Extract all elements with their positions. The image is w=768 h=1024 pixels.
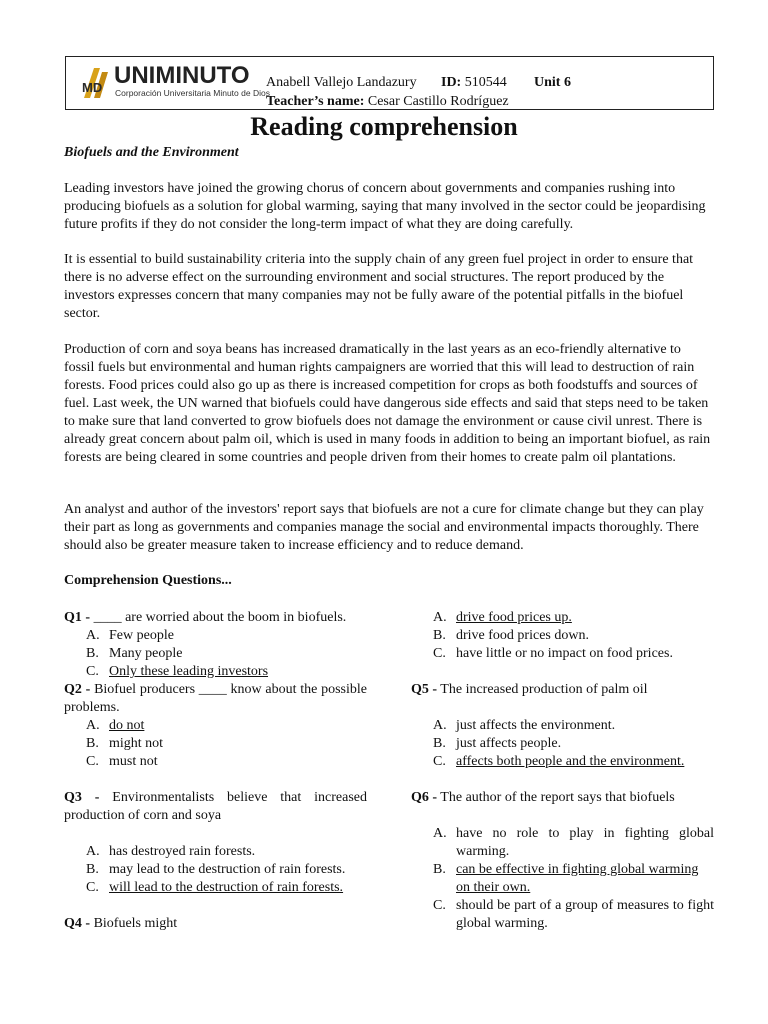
- page-title: Reading comprehension: [250, 112, 518, 141]
- option-answer: C. Only these leading investors: [86, 664, 269, 679]
- question-4: Q4 - Biofuels might: [64, 916, 178, 931]
- option-answer: C. will lead to the destruction of rain forests.: [86, 880, 344, 895]
- option-answer: A. drive food prices up.: [433, 610, 572, 625]
- questions-title: Comprehension Questions...: [64, 573, 232, 588]
- question-5: Q5 - The increased production of palm oil: [411, 682, 648, 697]
- student-name: Anabell Vallejo Landazury: [266, 75, 417, 90]
- option: B. may lead to the destruction of rain forests.: [86, 862, 346, 877]
- reading-subtitle: Biofuels and the Environment: [64, 145, 239, 160]
- option: A. Few people: [86, 628, 174, 643]
- id-label: ID:: [441, 75, 462, 90]
- unit-label: Unit 6: [534, 75, 571, 90]
- teacher-label: Teacher’s name:: [266, 94, 365, 109]
- option: A. just affects the environment.: [433, 718, 616, 733]
- student-id: [441, 75, 507, 91]
- paragraph-4: An analyst and author of the investors' report says that biofuels are not a cure for climate change but they can play their part as long as governments and companies manage the social and environmental impacts thoroughly. There should also be greater measure taken to increase efficiency and to reduce demand.: [64, 502, 704, 553]
- question-3: Q3 - Environmentalists believe that increased production of corn and soya: [64, 790, 367, 823]
- option-answer: C. affects both people and the environment.: [433, 754, 685, 769]
- question-1: Q1 - ____ are worried about the boom in biofuels.: [64, 610, 347, 625]
- paragraph-2: It is essential to build sustainability criteria into the supply chain of any green fuel project in order to ensure that there is no adverse effect on the surrounding environment and social structures. The report produced by the investors expresses concern that many companies may not be fully aware of the potential pitfalls in the biofuel sector.: [64, 252, 694, 321]
- option: B. Many people: [86, 646, 183, 661]
- teacher-line: [266, 94, 509, 110]
- logo-mark-text: MD: [82, 80, 103, 95]
- question-2-options: [64, 717, 367, 771]
- option: A. has destroyed rain forests.: [86, 844, 256, 859]
- logo-name: UNIMINUTO: [114, 62, 250, 89]
- uniminuto-logo: [80, 62, 270, 106]
- option: C. must not: [86, 754, 158, 769]
- option: C. should be part of a group of measures to fight global warming.: [433, 898, 714, 931]
- option-answer: A. do not: [86, 718, 145, 733]
- option: B. drive food prices down.: [433, 628, 589, 643]
- question-3-options: [64, 843, 367, 897]
- question-2: Q2 - Biofuel producers ____ know about the possible problems.: [64, 682, 367, 715]
- logo-subtitle: Corporación Universitaria Minuto de Dios: [115, 88, 270, 98]
- paragraph-1: Leading investors have joined the growing chorus of concern about governments and companies rushing into producing biofuels as a solution for global warming, saying that many involved in the sector could be jeopardising future profits if they do not consider the long-term impact of what they are doing carefully.: [64, 181, 706, 232]
- id-value: 510544: [464, 75, 507, 90]
- paragraph-3: Production of corn and soya beans has increased dramatically in the last years as an eco-friendly alternative to fossil fuels but environmental and human rights campaigners are worried that this will lead to destruction of rain forests. Food prices could also go up as there is increased competition for crops as both foodstuffs and sources of fuel. Last week, the UN warned that biofuels could have dangerous side effects and said that steps need to be taken to make sure that land converted to grow biofuels does not damage the environment or cause civil unrest. There is already great concern about palm oil, which is used in many foods in addition to being an important biofuel, as rain forests are being cleared in some countries and people driven from their homes to create palm oil plantations.: [64, 342, 711, 465]
- questions-left-column: [64, 609, 367, 933]
- teacher-name: Cesar Castillo Rodríguez: [367, 94, 509, 109]
- option: A. have no role to play in fighting global warming.: [433, 826, 714, 859]
- option: B. just affects people.: [433, 736, 562, 751]
- option: B. might not: [86, 736, 164, 751]
- question-6: Q6 - The author of the report says that biofuels: [411, 790, 675, 805]
- question-5-options: [411, 717, 714, 771]
- md-logo-icon: [80, 62, 116, 102]
- question-1-options: [64, 627, 367, 681]
- option-answer: B. can be effective in fighting global warming on their own.: [433, 862, 699, 895]
- questions-right-column: [411, 609, 714, 933]
- question-4-options: [411, 609, 714, 663]
- option: C. have little or no impact on food prices.: [433, 646, 673, 661]
- question-6-options: [411, 825, 714, 933]
